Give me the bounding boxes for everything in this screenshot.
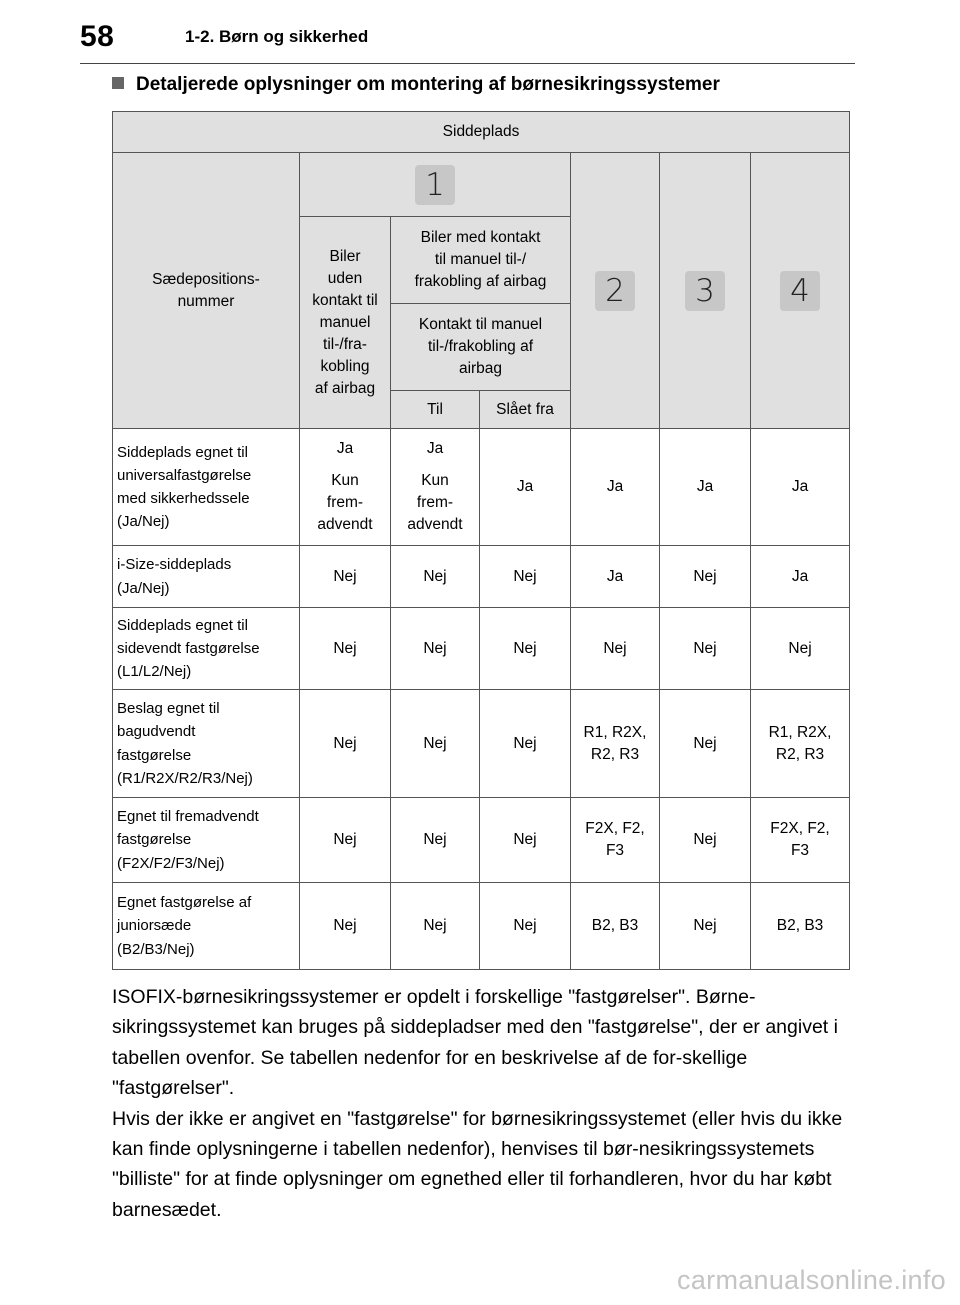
header-seat-4 <box>751 153 850 429</box>
table-cell: Nej <box>391 546 480 608</box>
table-cell: Nej <box>300 608 391 690</box>
table-cell: Nej <box>391 883 480 970</box>
seat-2-number-icon: 2 <box>595 271 635 311</box>
table-cell: Nej <box>660 798 751 883</box>
page-number: 58 <box>80 20 115 53</box>
table-cell: Nej <box>391 798 480 883</box>
header-seat-position-number: Sædepositions- nummer <box>113 153 300 429</box>
seat-1-number-icon: 1 <box>415 165 455 205</box>
table-cell: Nej <box>300 690 391 798</box>
table-cell: Nej <box>480 883 571 970</box>
table-cell: Ja Kun frem- advendt <box>391 429 480 546</box>
table-cell: Ja <box>660 429 751 546</box>
header-airbag-switch: Kontakt til manuel til-/frakobling af airbag <box>391 304 571 391</box>
table-cell: Ja Kun frem- advendt <box>300 429 391 546</box>
row-label: Siddeplads egnet til universalfastgørelse med sikkerhedssele (Ja/Nej) <box>113 429 300 546</box>
row-label: Beslag egnet til bagudvendt fastgørelse (R1/R2X/R2/R3/Nej) <box>113 690 300 798</box>
header-cars-with-switch: Biler med kontakt til manuel til-/ frakobling af airbag <box>391 217 571 304</box>
table-cell: Nej <box>660 690 751 798</box>
body-text <box>112 982 857 1225</box>
header-siddeplads: Siddeplads <box>113 112 850 153</box>
table-cell: Nej <box>660 546 751 608</box>
table-cell: Nej <box>391 690 480 798</box>
table-row <box>113 546 850 608</box>
square-bullet-icon <box>112 77 124 89</box>
table-cell: B2, B3 <box>571 883 660 970</box>
table-cell: Nej <box>300 883 391 970</box>
table-row <box>113 608 850 690</box>
table-cell: Nej <box>480 798 571 883</box>
table-cell: Nej <box>300 798 391 883</box>
table-cell: F2X, F2, F3 <box>751 798 850 883</box>
row-label: Egnet fastgørelse af juniorsæde (B2/B3/Nej) <box>113 883 300 970</box>
table-cell: Ja <box>751 546 850 608</box>
table-row <box>113 429 850 546</box>
seat-4-number-icon: 4 <box>780 271 820 311</box>
table-cell: R1, R2X, R2, R3 <box>751 690 850 798</box>
table-row <box>113 798 850 883</box>
table-cell: Nej <box>480 546 571 608</box>
table-cell: Nej <box>480 608 571 690</box>
watermark-logo: carmanualsonline.info <box>677 1265 946 1295</box>
header-seat-1 <box>300 153 571 217</box>
table-cell: Ja <box>571 429 660 546</box>
table-cell: F2X, F2, F3 <box>571 798 660 883</box>
table-cell: Nej <box>751 608 850 690</box>
header-seat-3 <box>660 153 751 429</box>
chapter-title: 1-2. Børn og sikkerhed <box>185 27 369 46</box>
seat-3-number-icon: 3 <box>685 271 725 311</box>
table-cell: Ja <box>480 429 571 546</box>
paragraph-fixture-missing: Hvis der ikke er angivet en "fastgørelse" for børnesikringssystemet (eller hvis du ikke kan finde oplysningerne i tabellen nedenfor), henvises til bør-nesikringssystemets "billiste" for at finde oplysninger om egnethed eller til forhandleren, hvor du har købt barnesædet. <box>112 1107 843 1221</box>
section-heading <box>112 74 720 96</box>
seat-installation-table <box>112 111 850 970</box>
table-cell: Nej <box>571 608 660 690</box>
header-switch-off: Slået fra <box>480 391 571 429</box>
header-divider <box>80 63 855 64</box>
table-cell: Nej <box>300 546 391 608</box>
row-label: i-Size-siddeplads (Ja/Nej) <box>113 546 300 608</box>
row-label: Egnet til fremadvendt fastgørelse (F2X/F2/F3/Nej) <box>113 798 300 883</box>
table-cell: Nej <box>480 690 571 798</box>
table-row <box>113 883 850 970</box>
header-seat-2 <box>571 153 660 429</box>
table-cell: B2, B3 <box>751 883 850 970</box>
table-cell: Nej <box>660 608 751 690</box>
section-heading-text: Detaljerede oplysninger om montering af børnesikringssystemer <box>136 74 720 95</box>
table-cell: Nej <box>391 608 480 690</box>
table-cell: Nej <box>660 883 751 970</box>
table-cell: R1, R2X, R2, R3 <box>571 690 660 798</box>
header-switch-on: Til <box>391 391 480 429</box>
row-label: Siddeplads egnet til sidevendt fastgørelse (L1/L2/Nej) <box>113 608 300 690</box>
paragraph-isofix: ISOFIX-børnesikringssystemer er opdelt i forskellige "fastgørelser". Børne-sikringssystemet kan bruges på siddepladser med den "fastgørelse", der er angivet i tabellen ovenfor. Se tabellen nedenfor for en beskrivelse af de for-skellige "fastgørelser". <box>112 986 838 1100</box>
table-cell: Ja <box>571 546 660 608</box>
header-cars-without-switch: Biler uden kontakt til manuel til-/fra- kobling af airbag <box>300 217 391 429</box>
table-row <box>113 690 850 798</box>
table-cell: Ja <box>751 429 850 546</box>
